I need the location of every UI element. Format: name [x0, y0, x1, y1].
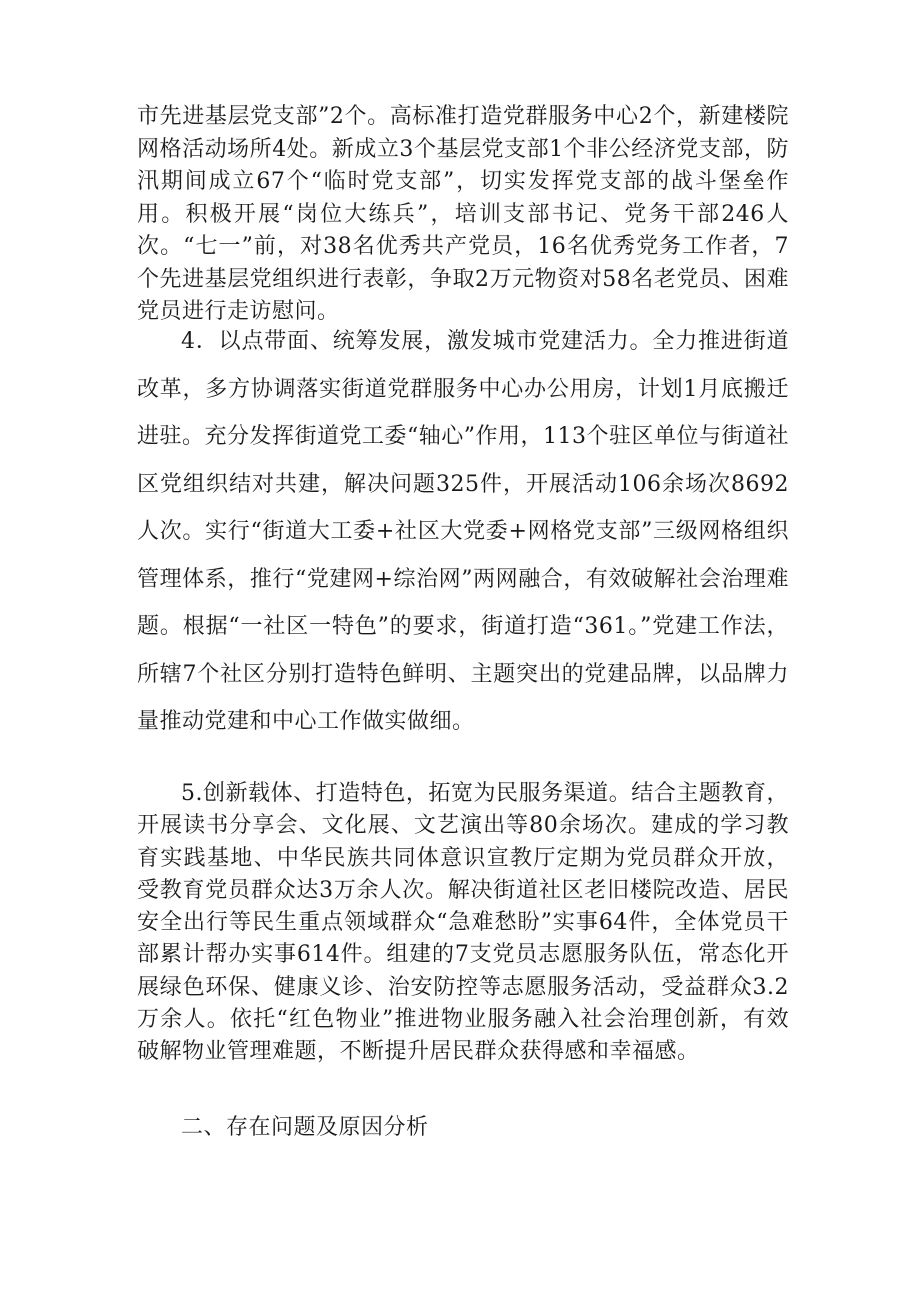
paragraph-urban-party-building: 4．以点带面、统筹发展，激发城市党建活力。全力推进街道改革，多方协调落实街道党群服务中心办公用房，计划1月底搬迁进驻。充分发挥街道党工委“轴心”作用，113个驻区单位与街道社区党组织结对共建，解决问题325件，开展活动106余场次8692人次。实行“街道大工委+社区大党委+网格党支部”三级网格组织管理体系，推行“党建网+综治网”两网融合，有效破解社会治理难题。根据“一社区一特色”的要求，街道打造“361。”党建工作法，所辖7个社区分别打造特色鲜明、主题突出的党建品牌，以品牌力量推动党建和中心工作做实做细。: [137, 329, 789, 734]
paragraph-party-branch-building: 市先进基层党支部”2个。高标准打造党群服务中心2个，新建楼院网格活动场所4处。新成立3个基层党支部1个非公经济党支部，防汛期间成立67个“临时党支部”，切实发挥党支部的战斗堡垒作用。积极开展“岗位大练兵”，培训支部书记、党务干部246人次。“七一”前，对38名优秀共产党员，16名优秀党务工作者，7个先进基层党组织进行表彰，争取2万元物资对58名老党员、困难党员进行走访慰问。: [137, 104, 789, 324]
paragraph-service-channels: 5.创新载体、打造特色，拓宽为民服务渠道。结合主题教育，开展读书分享会、文化展、文艺演出等80余场次。建成的学习教育实践基地、中华民族共同体意识宣教厅定期为党员群众开放，受教育党员群众达3万余人次。解决街道社区老旧楼院改造、居民安全出行等民生重点领域群众“急难愁盼”实事64件，全体党员干部累计帮办实事614件。组建的7支党员志愿服务队伍，常态化开展绿色环保、健康义诊、治安防控等志愿服务活动，受益群众3.2万余人。依托“红色物业”推进物业服务融入社会治理创新，有效破解物业管理难题，不断提升居民群众获得感和幸福感。: [137, 781, 789, 1065]
section-heading: 二、存在问题及原因分析: [181, 1115, 429, 1140]
